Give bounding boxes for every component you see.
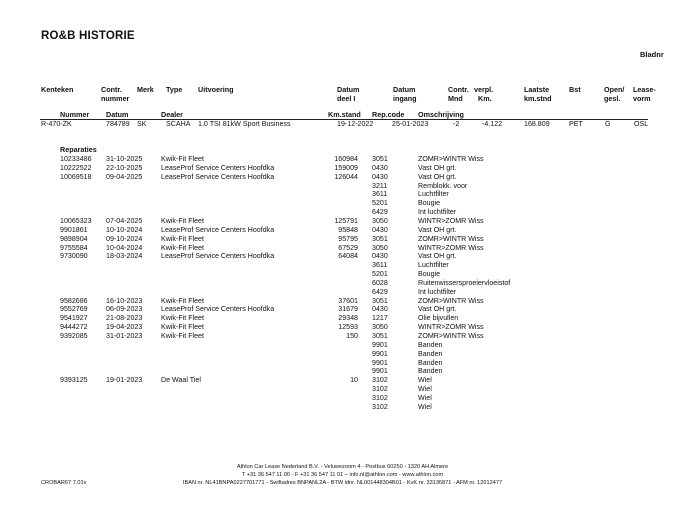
repair-code: 9901 (372, 349, 388, 358)
repair-code: 0430 (372, 252, 388, 261)
repair-dealer: Kwik-Fit Fleet (161, 296, 204, 305)
repair-datum: 31-01-2023 (106, 332, 143, 340)
repair-code: 5201 (372, 270, 388, 279)
header-open: Open/ (604, 85, 625, 94)
repair-datum: 09-04-2025 (106, 172, 143, 181)
repair-code: 6028 (372, 278, 388, 287)
header-contr-nummer: nummer (101, 94, 130, 103)
repair-km-stand: 12593 (338, 323, 358, 332)
repair-dealer: Kwik-Fit Fleet (161, 323, 204, 332)
repair-dealer: Kwik-Fit Fleet (161, 216, 204, 225)
repair-code: 3102 (372, 376, 388, 385)
repair-nummer: 9730090 (60, 252, 88, 261)
repair-code: 9901 (372, 367, 388, 376)
repair-dealer: De Waal Tiel (161, 376, 201, 385)
repair-omschrijving: Vast OH grt. (418, 163, 457, 172)
vehicle-verpl-km: -4.122 (482, 120, 503, 128)
repair-nummer: 9898904 (60, 234, 88, 243)
repair-omschrijving: Wiel (418, 402, 432, 411)
repair-omschrijving: WINTR>ZOMR Wiss (418, 243, 484, 252)
footer-bank: IBAN nr. NL41BNPA0227701771 - Swiftadres BNPANL2A - BTW idnr. NL001448304B01 - KvK nr. 33136871 - AFM nr. 12012477 (182, 480, 503, 486)
reparaties-label: Reparaties (60, 145, 97, 154)
repair-omschrijving: Remblokk. voor (418, 181, 468, 190)
repair-km-stand: 29348 (338, 314, 358, 323)
report-version: CROBAR67 7.01v (41, 480, 87, 486)
repair-nummer: 9901861 (60, 225, 88, 234)
repair-omschrijving: Wiel (418, 393, 432, 402)
vehicle-contract: 784789 (106, 120, 130, 128)
repair-omschrijving: WINTR>ZOMR Wiss (418, 323, 484, 332)
vehicle-kenteken: R-470-ZK (41, 120, 72, 128)
repair-km-stand: 67529 (338, 243, 358, 252)
vehicle-laatste-km: 168.809 (524, 120, 550, 128)
header-gesl: gesl. (604, 94, 621, 103)
repair-km-stand: 64084 (338, 252, 358, 261)
repair-omschrijving: Banden (418, 367, 443, 376)
vehicle-uitvoering: 1.0 TSI 81kW Sport Business (198, 120, 291, 128)
repair-omschrijving: ZOMR>WINTR Wiss (418, 234, 484, 243)
repair-code: 3211 (372, 181, 388, 190)
repair-code: 3611 (372, 190, 388, 199)
repair-omschrijving: Banden (418, 349, 443, 358)
repair-dealer: Kwik-Fit Fleet (161, 332, 204, 340)
repair-code: 3102 (372, 385, 388, 394)
repair-code: 0430 (372, 172, 388, 181)
header-rep-code: Rep.code (372, 110, 405, 119)
repair-omschrijving: Wiel (418, 385, 432, 394)
repair-datum: 10-10-2024 (106, 225, 143, 234)
repair-omschrijving: Olie bijvullen (418, 314, 459, 323)
header-km: Km. (478, 94, 492, 103)
header-dealer: Dealer (161, 110, 183, 119)
header-uitvoering: Uitvoering (198, 85, 234, 94)
header-km-stand: Km.stand (328, 110, 361, 119)
repair-code: 3050 (372, 216, 388, 225)
repair-dealer: LeaseProf Service Centers Hoofdka (161, 172, 275, 181)
repair-omschrijving: Banden (418, 340, 443, 349)
header-repair-datum: Datum (106, 110, 129, 119)
footer-contact: T +31 36 547 11 00 - F +31 36 547 11 01 – info.nl@athlon.com - www.athlon.com (241, 472, 444, 478)
repair-code: 6429 (372, 208, 388, 217)
vehicle-merk: SK (137, 120, 147, 128)
header-km-stnd: km.stnd (524, 94, 552, 103)
repair-dealer: LeaseProf Service Centers Hoofdka (161, 163, 275, 172)
vehicle-open-gesl: G (605, 120, 611, 128)
repair-datum: 19-04-2023 (106, 323, 143, 332)
repair-omschrijving: Wiel (418, 376, 432, 385)
header-contr: Contr. (101, 85, 122, 94)
repair-nummer: 10069518 (60, 172, 92, 181)
repair-nummer: 9392085 (60, 332, 88, 340)
repair-omschrijving: Bougie (418, 199, 441, 208)
repair-datum: 09-10-2024 (106, 234, 143, 243)
header-laatste: Laatste (524, 85, 550, 94)
repair-datum: 16-10-2023 (106, 296, 143, 305)
repair-omschrijving: Luchtfilter (418, 190, 449, 199)
repair-code: 0430 (372, 305, 388, 314)
repair-code: 3050 (372, 323, 388, 332)
repair-dealer: Kwik-Fit Fleet (161, 155, 204, 163)
repair-omschrijving: Vast OH grt. (418, 225, 457, 234)
repair-code: 9901 (372, 340, 388, 349)
repair-datum: 31-10-2025 (106, 155, 143, 163)
repair-datum: 07-04-2025 (106, 216, 143, 225)
repair-datum: 22-10-2025 (106, 163, 143, 172)
repair-code: 1217 (372, 314, 388, 323)
repair-dealer: Kwik-Fit Fleet (161, 243, 204, 252)
repair-km-stand: 10 (350, 376, 358, 385)
repair-omschrijving: Vast OH grt. (418, 172, 457, 181)
repair-code: 3050 (372, 243, 388, 252)
repair-omschrijving: Vast OH grt. (418, 252, 457, 261)
header-type: Type (166, 85, 183, 94)
repair-nummer: 10222522 (60, 163, 92, 172)
repair-dealer: LeaseProf Service Centers Hoofdka (161, 252, 275, 261)
header-bst: Bst (569, 85, 581, 94)
repair-code: 3102 (372, 393, 388, 402)
repair-km-stand: 126044 (334, 172, 358, 181)
repair-omschrijving: Int luchtfilter (418, 287, 457, 296)
header-kenteken: Kenteken (41, 85, 74, 94)
repair-code: 0430 (372, 225, 388, 234)
header-ingang: ingang (393, 94, 417, 103)
repair-km-stand: 37601 (338, 296, 358, 305)
vehicle-type: SCAHA (166, 120, 191, 128)
repair-omschrijving: Int luchtfilter (418, 208, 457, 217)
repair-nummer: 9541927 (60, 314, 88, 323)
header-datum-ingang: Datum (393, 85, 416, 94)
header-mnd: Mnd (448, 94, 463, 103)
repair-omschrijving: WINTR>ZOMR Wiss (418, 216, 484, 225)
repair-km-stand: 31679 (338, 305, 358, 314)
repair-datum: 18-03-2024 (106, 252, 143, 261)
header-omschrijving: Omschrijving (418, 110, 464, 119)
repair-code: 3051 (372, 155, 388, 163)
repair-omschrijving: ZOMR>WINTR Wiss (418, 296, 484, 305)
vehicle-datum-deel-i: 19-12-2022 (337, 120, 374, 128)
vehicle-datum-ingang: 25-01-2023 (392, 120, 429, 128)
header-verpl: verpl. (474, 85, 494, 94)
repair-datum: 10-04-2024 (106, 243, 143, 252)
repair-omschrijving: Ruitenwissersproeiervloeistof (418, 278, 511, 287)
repair-omschrijving: Vast OH grt. (418, 305, 457, 314)
header-lease: Lease- (633, 85, 656, 94)
repair-code: 3611 (372, 261, 388, 270)
header-contr-mnd: Contr. (448, 85, 469, 94)
repair-nummer: 9393125 (60, 376, 88, 385)
repair-code: 3102 (372, 402, 388, 411)
repair-nummer: 10065323 (60, 216, 92, 225)
repair-code: 3051 (372, 234, 388, 243)
footer-address: Athlon Car Lease Nederland B.V. - Veluwezoom 4 - Postbus 60250 - 1320 AH Almere (236, 464, 449, 470)
repair-km-stand: 95848 (338, 225, 358, 234)
repair-omschrijving: Banden (418, 358, 443, 367)
vehicle-bst: PET (569, 120, 583, 128)
repair-nummer: 9444272 (60, 323, 88, 332)
repair-dealer: LeaseProf Service Centers Hoofdka (161, 225, 275, 234)
repair-dealer: Kwik-Fit Fleet (161, 314, 204, 323)
repair-code: 0430 (372, 163, 388, 172)
repair-nummer: 9552769 (60, 305, 88, 314)
vehicle-contr-mnd: -2 (453, 120, 460, 128)
repair-km-stand: 160984 (334, 155, 358, 163)
repair-km-stand: 125791 (334, 216, 358, 225)
repair-nummer: 9755584 (60, 243, 88, 252)
header-deel-i: deel I (337, 94, 356, 103)
header-datum: Datum (337, 85, 360, 94)
repair-omschrijving: Bougie (418, 270, 441, 279)
repair-datum: 19-01-2023 (106, 376, 143, 385)
repair-code: 3051 (372, 296, 388, 305)
page-number-label: Bladnr (640, 50, 664, 59)
repair-code: 3051 (372, 332, 388, 340)
repair-km-stand: 95795 (338, 234, 358, 243)
repair-nummer: 10233486 (60, 155, 92, 163)
repair-km-stand: 159009 (334, 163, 358, 172)
repair-dealer: Kwik-Fit Fleet (161, 234, 204, 243)
vehicle-lease-vorm: OSL (634, 120, 649, 128)
repair-omschrijving: ZOMR>WINTR Wiss (418, 332, 484, 340)
header-merk: Merk (137, 85, 154, 94)
repair-code: 6429 (372, 287, 388, 296)
repair-datum: 21-08-2023 (106, 314, 143, 323)
repair-omschrijving: ZOMR>WINTR Wiss (418, 155, 484, 163)
header-nummer: Nummer (60, 110, 90, 119)
repair-km-stand: 150 (346, 332, 358, 340)
header-vorm: vorm (633, 94, 651, 103)
repair-code: 9901 (372, 358, 388, 367)
repair-datum: 06-09-2023 (106, 305, 143, 314)
report-title: RO&B HISTORIE (41, 30, 135, 42)
repair-dealer: LeaseProf Service Centers Hoofdka (161, 305, 275, 314)
repair-code: 5201 (372, 199, 388, 208)
repair-omschrijving: Luchtfilter (418, 261, 449, 270)
repair-nummer: 9582686 (60, 296, 88, 305)
